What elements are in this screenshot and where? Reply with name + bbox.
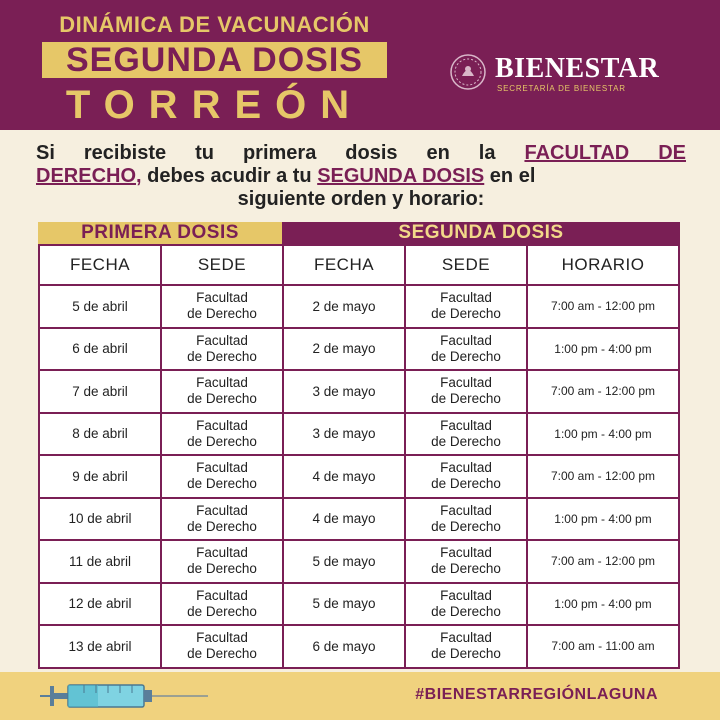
cell-fecha-segunda: 4 de mayo	[282, 454, 406, 499]
sede-line2: de Derecho	[187, 603, 257, 619]
sede-line2: de Derecho	[187, 646, 257, 662]
sede-line2: de Derecho	[431, 561, 501, 577]
column-header-horario: HORARIO	[526, 244, 680, 286]
sede-line2: de Derecho	[187, 306, 257, 322]
cell-fecha-primera: 9 de abril	[38, 454, 162, 499]
intro-part1: Si recibiste tu primera dosis en la	[36, 142, 525, 164]
cell-horario: 7:00 am - 12:00 pm	[526, 539, 680, 584]
group-header-primera: PRIMERA DOSIS	[38, 222, 282, 244]
sede-line1: Facultad	[440, 587, 492, 603]
cell-fecha-segunda: 4 de mayo	[282, 497, 406, 542]
sede-line1: Facultad	[440, 630, 492, 646]
cell-sede-primera	[160, 497, 284, 542]
cell-sede-primera	[160, 539, 284, 584]
intro-highlight-segunda: SEGUNDA DOSIS	[317, 165, 485, 187]
sede-line1: Facultad	[196, 332, 248, 348]
cell-sede-primera	[160, 582, 284, 627]
sede-line1: Facultad	[440, 545, 492, 561]
sede-line2: de Derecho	[187, 391, 257, 407]
sede-line2: de Derecho	[431, 518, 501, 534]
cell-fecha-primera: 6 de abril	[38, 327, 162, 372]
syringe-icon	[40, 681, 210, 711]
group-header-segunda: SEGUNDA DOSIS	[282, 222, 680, 244]
cell-sede-segunda	[404, 284, 528, 329]
cell-fecha-primera: 5 de abril	[38, 284, 162, 329]
sede-line1: Facultad	[440, 460, 492, 476]
cell-fecha-primera: 12 de abril	[38, 582, 162, 627]
cell-horario: 7:00 am - 11:00 am	[526, 624, 680, 669]
cell-sede-primera	[160, 454, 284, 499]
cell-sede-primera	[160, 284, 284, 329]
sede-line2: de Derecho	[431, 348, 501, 364]
cell-fecha-primera: 10 de abril	[38, 497, 162, 542]
sede-line1: Facultad	[196, 417, 248, 433]
sede-line1: Facultad	[196, 460, 248, 476]
cell-fecha-segunda: 2 de mayo	[282, 327, 406, 372]
column-header-sede-primera: SEDE	[160, 244, 284, 286]
cell-sede-primera	[160, 412, 284, 457]
cell-horario: 1:00 pm - 4:00 pm	[526, 582, 680, 627]
cell-fecha-segunda: 3 de mayo	[282, 412, 406, 457]
sede-line1: Facultad	[196, 587, 248, 603]
cell-horario: 1:00 pm - 4:00 pm	[526, 412, 680, 457]
brand-subtitle: SECRETARÍA DE BIENESTAR	[497, 84, 626, 93]
dose-title: SEGUNDA DOSIS	[65, 41, 363, 79]
sede-line2: de Derecho	[431, 433, 501, 449]
intro-part3: en el	[484, 165, 536, 187]
sede-line2: de Derecho	[187, 518, 257, 534]
hashtag: #BIENESTARREGIÓNLAGUNA	[415, 686, 658, 703]
sede-line2: de Derecho	[431, 646, 501, 662]
dose-title-box	[42, 42, 387, 78]
sede-line2: de Derecho	[431, 476, 501, 492]
intro-part2: debes acudir a tu	[141, 165, 318, 187]
column-header-fecha-primera: FECHA	[38, 244, 162, 286]
cell-fecha-segunda: 5 de mayo	[282, 582, 406, 627]
sede-line2: de Derecho	[187, 476, 257, 492]
cell-sede-primera	[160, 624, 284, 669]
cell-horario: 7:00 am - 12:00 pm	[526, 284, 680, 329]
cell-fecha-primera: 13 de abril	[38, 624, 162, 669]
sede-line1: Facultad	[440, 375, 492, 391]
cell-sede-segunda	[404, 412, 528, 457]
city-title: TORREÓN	[65, 83, 364, 127]
cell-sede-primera	[160, 327, 284, 372]
cell-fecha-primera: 8 de abril	[38, 412, 162, 457]
cell-fecha-primera: 11 de abril	[38, 539, 162, 584]
sede-line1: Facultad	[440, 417, 492, 433]
campaign-title: DINÁMICA DE VACUNACIÓN	[59, 12, 370, 37]
cell-horario: 1:00 pm - 4:00 pm	[526, 497, 680, 542]
cell-horario: 7:00 am - 12:00 pm	[526, 454, 680, 499]
intro-line3: siguiente orden y horario:	[237, 188, 485, 210]
cell-fecha-segunda: 3 de mayo	[282, 369, 406, 414]
cell-sede-segunda	[404, 454, 528, 499]
cell-horario: 7:00 am - 12:00 pm	[526, 369, 680, 414]
sede-line1: Facultad	[440, 290, 492, 306]
cell-sede-segunda	[404, 624, 528, 669]
intro-highlight-facultad: FACULTAD DE	[524, 142, 686, 164]
intro-highlight-derecho: DERECHO,	[36, 165, 142, 187]
cell-fecha-segunda: 5 de mayo	[282, 539, 406, 584]
sede-line2: de Derecho	[187, 433, 257, 449]
cell-sede-segunda	[404, 582, 528, 627]
cell-sede-primera	[160, 369, 284, 414]
sede-line2: de Derecho	[187, 561, 257, 577]
sede-line1: Facultad	[196, 375, 248, 391]
coat-of-arms-icon	[448, 52, 488, 92]
sede-line1: Facultad	[440, 502, 492, 518]
cell-horario: 1:00 pm - 4:00 pm	[526, 327, 680, 372]
sede-line1: Facultad	[196, 630, 248, 646]
brand-name: BIENESTAR	[495, 53, 660, 84]
sede-line1: Facultad	[196, 290, 248, 306]
sede-line2: de Derecho	[431, 391, 501, 407]
sede-line1: Facultad	[196, 502, 248, 518]
cell-fecha-segunda: 6 de mayo	[282, 624, 406, 669]
sede-line2: de Derecho	[431, 603, 501, 619]
cell-sede-segunda	[404, 497, 528, 542]
intro-text	[36, 142, 686, 211]
cell-fecha-primera: 7 de abril	[38, 369, 162, 414]
sede-line1: Facultad	[440, 332, 492, 348]
cell-sede-segunda	[404, 327, 528, 372]
column-header-sede-segunda: SEDE	[404, 244, 528, 286]
cell-sede-segunda	[404, 369, 528, 414]
column-header-fecha-segunda: FECHA	[282, 244, 406, 286]
sede-line1: Facultad	[196, 545, 248, 561]
sede-line2: de Derecho	[187, 348, 257, 364]
cell-sede-segunda	[404, 539, 528, 584]
cell-fecha-segunda: 2 de mayo	[282, 284, 406, 329]
sede-line2: de Derecho	[431, 306, 501, 322]
